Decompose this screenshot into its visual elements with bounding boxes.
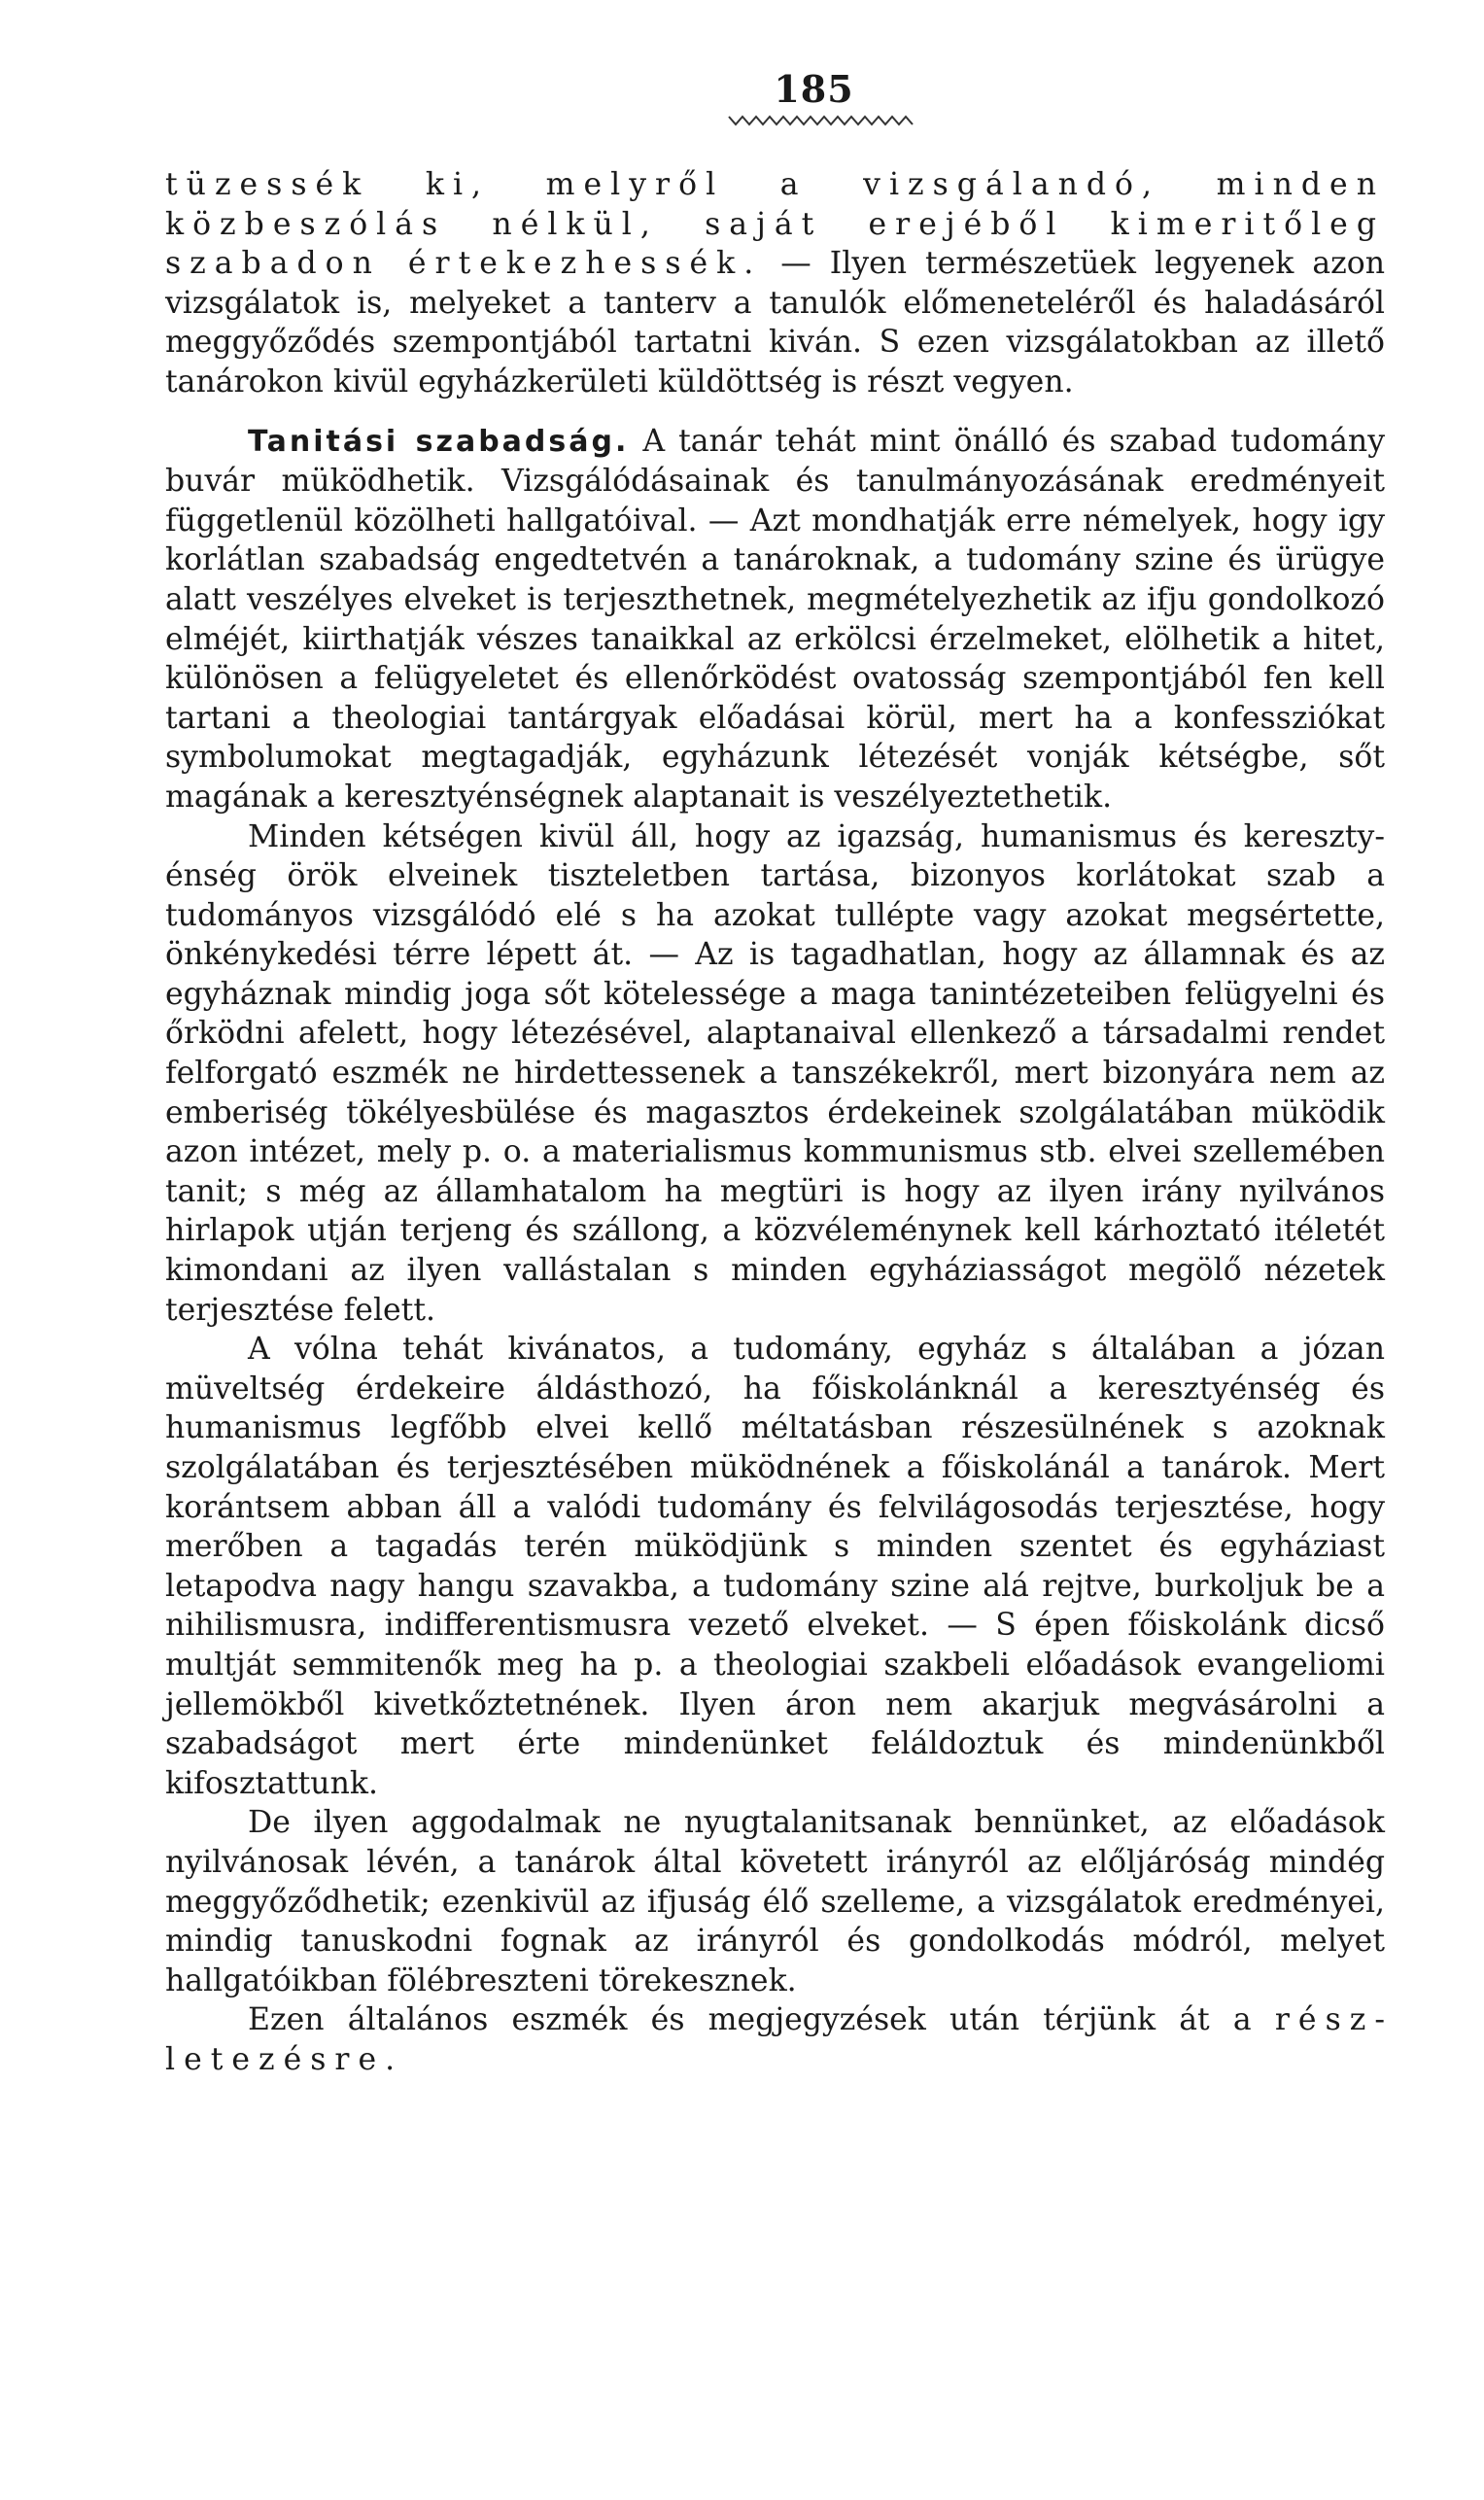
page-number: 185 (774, 67, 854, 111)
body-text (165, 165, 1385, 2080)
paragraph-text: De ilyen aggodalmak ne nyugtalanitsanak bennünket, az előadások nyilvánosak lévén, a tanárok által követett irányról az előljáróság mindég meggyőződhetik; ezenkivül az ifjuság élő szelleme, a vizsgálatok eredményei, mindig tanuskodni fognak az irányról és gondolkodás módról, melyet hallgatóikban fölébreszteni törekesznek. (165, 1805, 1385, 1998)
section-heading: Tanitási szabadság. (248, 424, 630, 459)
paragraph-text: A vólna tehát kivánatos, a tudomány, egyház s általában a józan müveltség érdekeire áldásthozó, ha főiskolánknál a keresztyénség és humanismus legfőbb elvei kellő méltatásban részesülnének s azoknak szolgálatában és terjesztésében müködnének a főiskolánál a tanárok. Mert korántsem abban áll a valódi tudomány és felvilágosodás terjesztése, hogy merőben a tagadás terén müködjünk s minden szentet és egyháziast letapodva nagy hangu szavakba, a tudomány szine alá rejtve, burkoljuk be a nihilismusra, indifferentismusra vezető elveket. — S épen főiskolánk dicső multját semmitenők meg ha p. a theologiai szakbeli előadások evangeliomi jellemökből kivetkőztetnének. Ilyen áron nem akarjuk megvásárolni a szabadságot mert érte mindenünket feláldoztuk és mindenünkből kifosztattunk. (165, 1332, 1385, 1801)
spaced-text: tüzessék ki, melyről a vizsgálandó, minden közbeszólás nélkül, saját erejéből kimeritőleg szabadon értekezhessék. (165, 167, 1385, 282)
paragraph-3 (165, 817, 1385, 1331)
paragraph-1 (165, 165, 1385, 402)
paragraph-text: Ezen általános eszmék és megjegyzések után térjünk át a (248, 2002, 1252, 2038)
page (165, 68, 1385, 2080)
paragraph-6 (165, 2000, 1385, 2079)
paragraph-text: A tanár tehát mint önálló és szabad tudomány buvár müködhetik. Vizsgálódásainak és tanulmányozásának eredményeit függetlenül közölheti hallgatóival. — Azt mondhatják erre némelyek, hogy igy korlátlan szabadság engedtetvén a tanároknak, a tudomány szine és ürügye alatt veszélyes elveket is terjeszthetnek, megmételyezhetik az ifju gondolkozó elméjét, kiirthatják vészes tanaikkal az erkölcsi érzelmeket, elölhetik a hitet, különösen a felügyeletet és ellenőrködést ovatosság szempontjából fen kell tartani a theologiai tantárgyak előadásai körül, mert ha a konfessziókat symbolumokat megtagadják, egyházunk létezését vonják kétségbe, sőt magának a keresztyénségnek alaptanait is veszélyeztethetik. (165, 423, 1385, 815)
paragraph-4 (165, 1330, 1385, 1803)
paragraph-5 (165, 1803, 1385, 2000)
paragraph-2 (165, 422, 1385, 817)
spaced-text: részletezésre. (165, 2002, 1385, 2077)
paragraph-text: Minden kétségen kivül áll, hogy az igazság, humanismus és keresztyénség örök elveinek tiszteletben tartása, bizonyos korlátokat szab a tudományos vizsgálódó elé s ha azokat tullépte vagy azokat megsértette, önkénykedési térre lépett át. — Az is tagadhatlan, hogy az államnak és az egyháznak mindig joga sőt kötelessége a maga tanintézeteiben felügyelni és őrködni afelett, hogy létezésével, alaptanaival ellenkező a társadalmi rendet felforgató eszmék ne hirdettessenek a tanszékekről, mert bizonyára nem az emberiség tökélyesbülése és magasztos érdekeinek szolgálatában müködik azon intézet, mely p. o. a materialismus kommunismus stb. elvei szellemében tanit; s még az államhatalom ha megtüri is hogy az ilyen irány nyilvános hirlapok utján terjeng és szállong, a közvéleménynek kell kárhoztató itéletét kimondani az ilyen vallástalan s minden egyháziasságot megölő nézetek terjesztése felett. (165, 818, 1385, 1328)
ornament-rule (724, 111, 918, 128)
paragraph-text: — Ilyen természetüek legyenek azon vizsgálatok is, melyeket a tanterv a tanulók előmeneteléről és haladásáról meggyőződés szempontjából tartatni kiván. S ezen vizsgálatokban az illető tanárokon kivül egyházkerületi küldöttség is részt vegyen. (165, 246, 1386, 399)
